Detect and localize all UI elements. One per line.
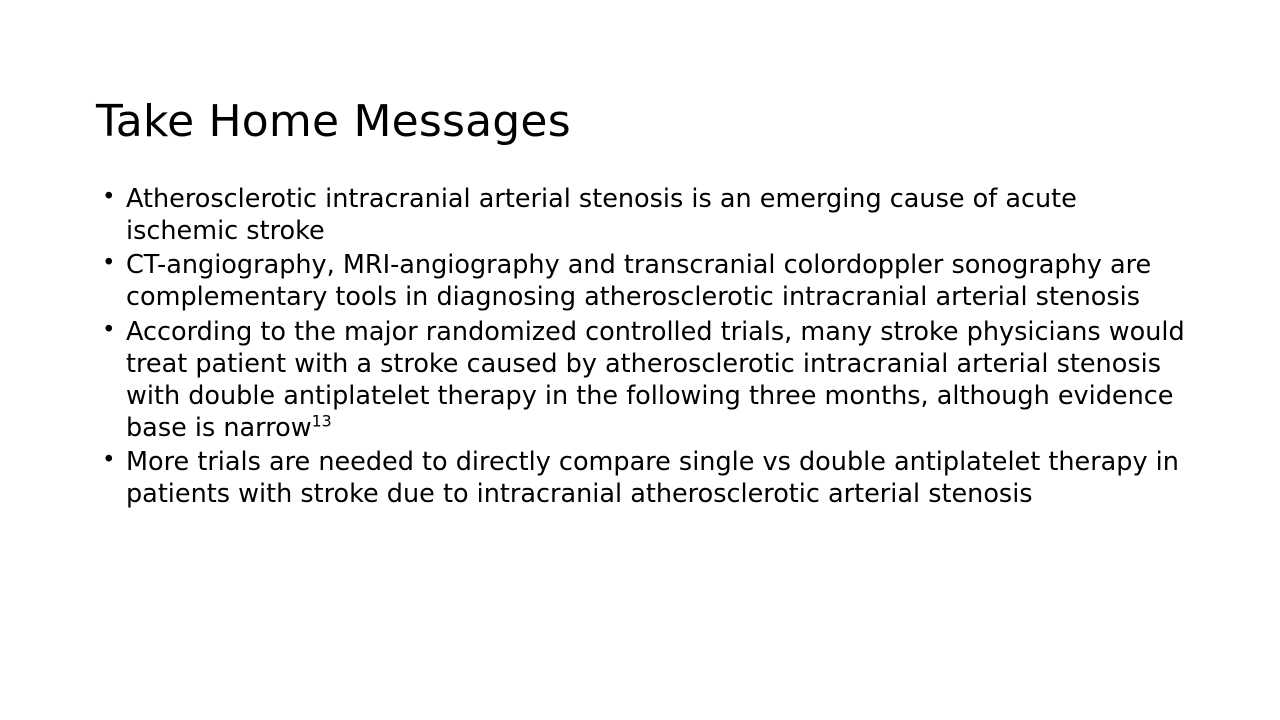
list-item-superscript: 13	[311, 411, 332, 431]
list-item	[96, 183, 1186, 247]
list-item-text: Atherosclerotic intracranial arterial stenosis is an emerging cause of acute ischemic stroke	[126, 184, 1077, 247]
list-item	[96, 316, 1186, 445]
list-item-text: According to the major randomized controlled trials, many stroke physicians would treat patient with a stroke caused by atherosclerotic intracranial arterial stenosis with double antiplatelet therapy in the following three months, although evidence base is narrow	[126, 316, 1185, 443]
list-item-text: CT-angiography, MRI-angiography and transcranial colordoppler sonography are complementary tools in diagnosing atherosclerotic intracranial arterial stenosis	[126, 250, 1152, 313]
list-item	[96, 446, 1186, 510]
list-item-text: More trials are needed to directly compare single vs double antiplatelet therapy in patients with stroke due to intracranial atherosclerotic arterial stenosis	[126, 447, 1179, 510]
page-title: Take Home Messages	[96, 96, 571, 148]
take-home-messages-list	[96, 183, 1186, 512]
list-item	[96, 249, 1186, 313]
